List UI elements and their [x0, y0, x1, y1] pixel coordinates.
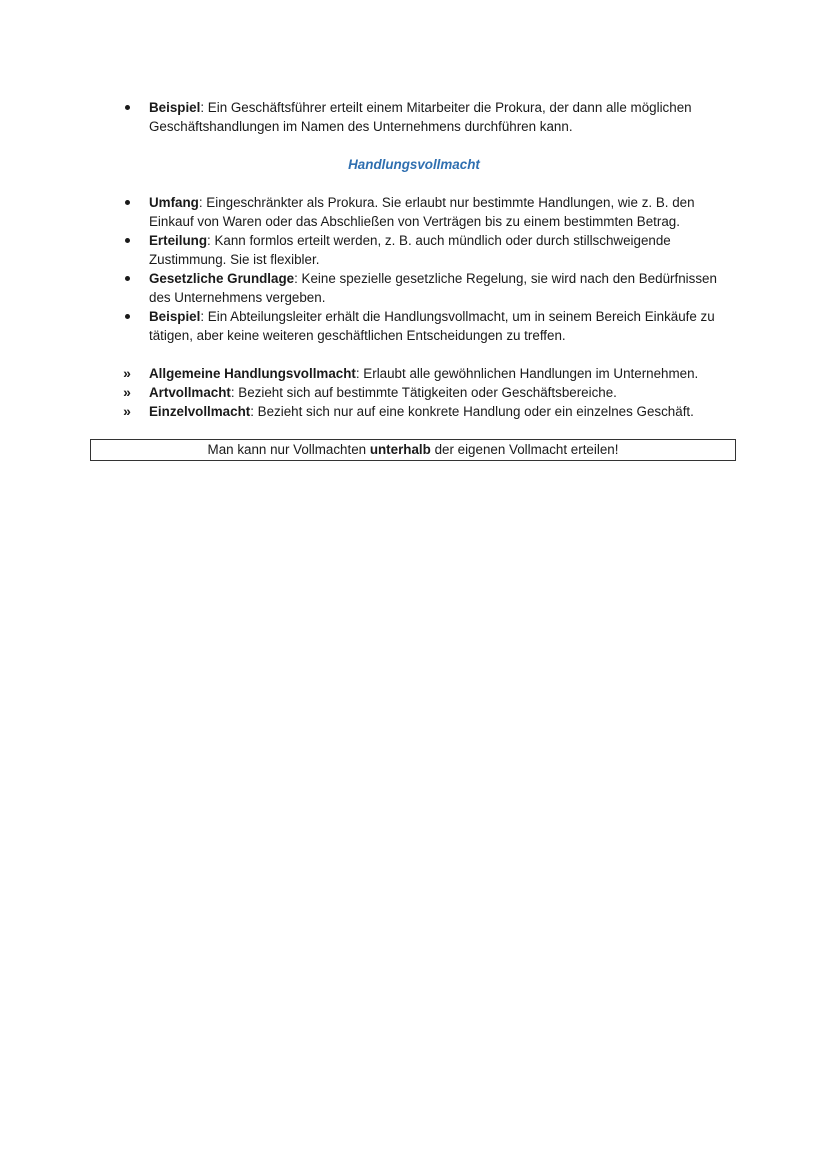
notice-text-before: Man kann nur Vollmachten: [207, 442, 370, 457]
item-term: Umfang: [149, 195, 199, 210]
section-heading: Handlungsvollmacht: [348, 157, 480, 172]
item-term: Beispiel: [149, 100, 201, 115]
item-term: Einzelvollmacht: [149, 404, 251, 419]
item-text: : Kann formlos erteilt werden, z. B. auch mündlich oder durch stillschweigende Zustimmung. Sie ist flexibler.: [149, 233, 671, 267]
item-text: : Ein Geschäftsführer erteilt einem Mitarbeiter die Prokura, der dann alle möglichen Geschäftshandlungen im Namen des Unternehmens durchführen kann.: [149, 100, 692, 134]
double-chevron-icon: »: [123, 365, 131, 381]
item-term: Beispiel: [149, 309, 201, 324]
list-item: [120, 231, 730, 269]
notice-text-after: der eigenen Vollmacht erteilen!: [430, 442, 619, 457]
item-term: Gesetzliche Grundlage: [149, 271, 295, 286]
item-text: : Erlaubt alle gewöhnlichen Handlungen im Unternehmen.: [355, 366, 699, 381]
list-item: [120, 364, 730, 383]
item-term: Erteilung: [149, 233, 208, 248]
notice-box: [90, 439, 736, 461]
list-item: [120, 193, 730, 231]
vollmacht-types-list: [120, 364, 730, 421]
item-term: Allgemeine Handlungsvollmacht: [149, 366, 356, 381]
bullet-icon: [120, 307, 134, 326]
bullet-icon: [120, 98, 134, 117]
list-item: [120, 383, 730, 402]
handlungsvollmacht-list: [120, 193, 730, 345]
list-item: [120, 269, 730, 307]
notice-text-bold: unterhalb: [369, 442, 431, 457]
list-item: [120, 402, 730, 421]
bullet-icon: [120, 231, 134, 250]
item-text: : Ein Abteilungsleiter erhält die Handlungsvollmacht, um in seinem Bereich Einkäufe zu tätigen, aber keine weiteren geschäftlichen Entscheidungen zu treffen.: [149, 309, 715, 343]
bullet-icon: [120, 193, 134, 212]
list-item: [120, 98, 730, 136]
double-chevron-icon: »: [123, 403, 131, 419]
item-text: : Keine spezielle gesetzliche Regelung, sie wird nach den Bedürfnissen des Unternehmens vergeben.: [149, 271, 717, 305]
double-chevron-icon: »: [123, 384, 131, 400]
prokura-example-list: [120, 98, 730, 136]
bullet-icon: [120, 269, 134, 288]
list-item: [120, 307, 730, 345]
item-text: : Bezieht sich nur auf eine konkrete Handlung oder ein einzelnes Geschäft.: [250, 404, 694, 419]
item-text: : Eingeschränkter als Prokura. Sie erlaubt nur bestimmte Handlungen, wie z. B. den Einkauf von Waren oder das Abschließen von Verträgen bis zu einem bestimmten Betrag.: [149, 195, 695, 229]
item-text: : Bezieht sich auf bestimmte Tätigkeiten oder Geschäftsbereiche.: [230, 385, 617, 400]
item-term: Artvollmacht: [149, 385, 231, 400]
